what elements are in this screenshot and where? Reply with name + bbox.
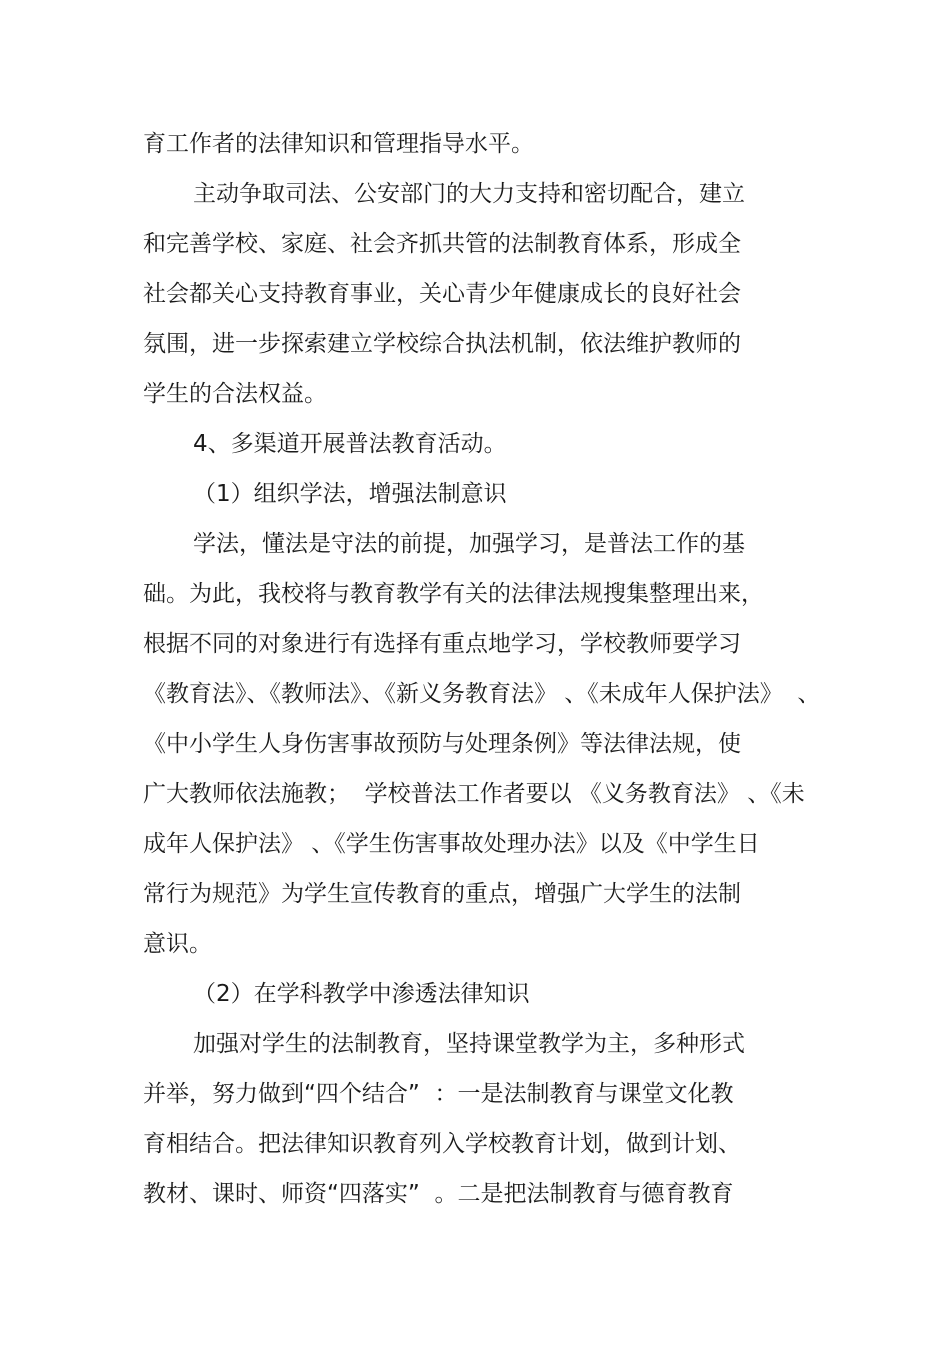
text-line-3: 和完善学校、家庭、社会齐抓共管的法制教育体系，形成全 [143, 231, 741, 257]
section-heading: 4、多渠道开展普法教育活动。 [193, 431, 507, 457]
text-line-9: 学法，懂法是守法的前提，加强学习，是普法工作的基 [193, 531, 745, 557]
text-line-13: 《中小学生人身伤害事故预防与处理条例》等法律法规，使 [143, 731, 741, 757]
text-line-21: 育相结合。把法律知识教育列入学校教育计划，做到计划、 [143, 1131, 741, 1157]
text-line-11: 根据不同的对象进行有选择有重点地学习，学校教师要学习 [143, 631, 741, 657]
text-line-22: 教材、课时、师资“四落实” 。二是把法制教育与德育教育 [143, 1181, 734, 1207]
text-line-20: 并举，努力做到“四个结合” ：一是法制教育与课堂文化教 [143, 1081, 734, 1107]
text-line-6: 学生的合法权益。 [143, 381, 327, 407]
subheading-2: （2）在学科教学中渗透法律知识 [193, 981, 530, 1007]
text-line-15: 成年人保护法》 、《学生伤害事故处理办法》以及《中学生日 [143, 831, 760, 857]
text-line-4: 社会都关心支持教育事业，关心青少年健康成长的良好社会 [143, 281, 741, 307]
text-line-19: 加强对学生的法制教育，坚持课堂教学为主，多种形式 [193, 1031, 745, 1057]
text-line-1: 育工作者的法律知识和管理指导水平。 [143, 131, 534, 157]
text-line-12: 《教育法》、《教师法》、《新义务教育法》 、《未成年人保护法》 、 [143, 681, 821, 707]
text-line-10: 础。为此，我校将与教育教学有关的法律法规搜集整理出来， [143, 581, 764, 607]
text-line-14: 广大教师依法施教； 学校普法工作者要以 《义务教育法》 、《未 [143, 781, 805, 807]
text-line-17: 意识。 [143, 931, 212, 957]
text-line-16: 常行为规范》为学生宣传教育的重点，增强广大学生的法制 [143, 881, 741, 907]
subheading-1: （1）组织学法，增强法制意识 [193, 481, 507, 507]
text-line-2: 主动争取司法、公安部门的大力支持和密切配合，建立 [193, 181, 745, 207]
text-line-5: 氛围，进一步探索建立学校综合执法机制，依法维护教师的 [143, 331, 741, 357]
